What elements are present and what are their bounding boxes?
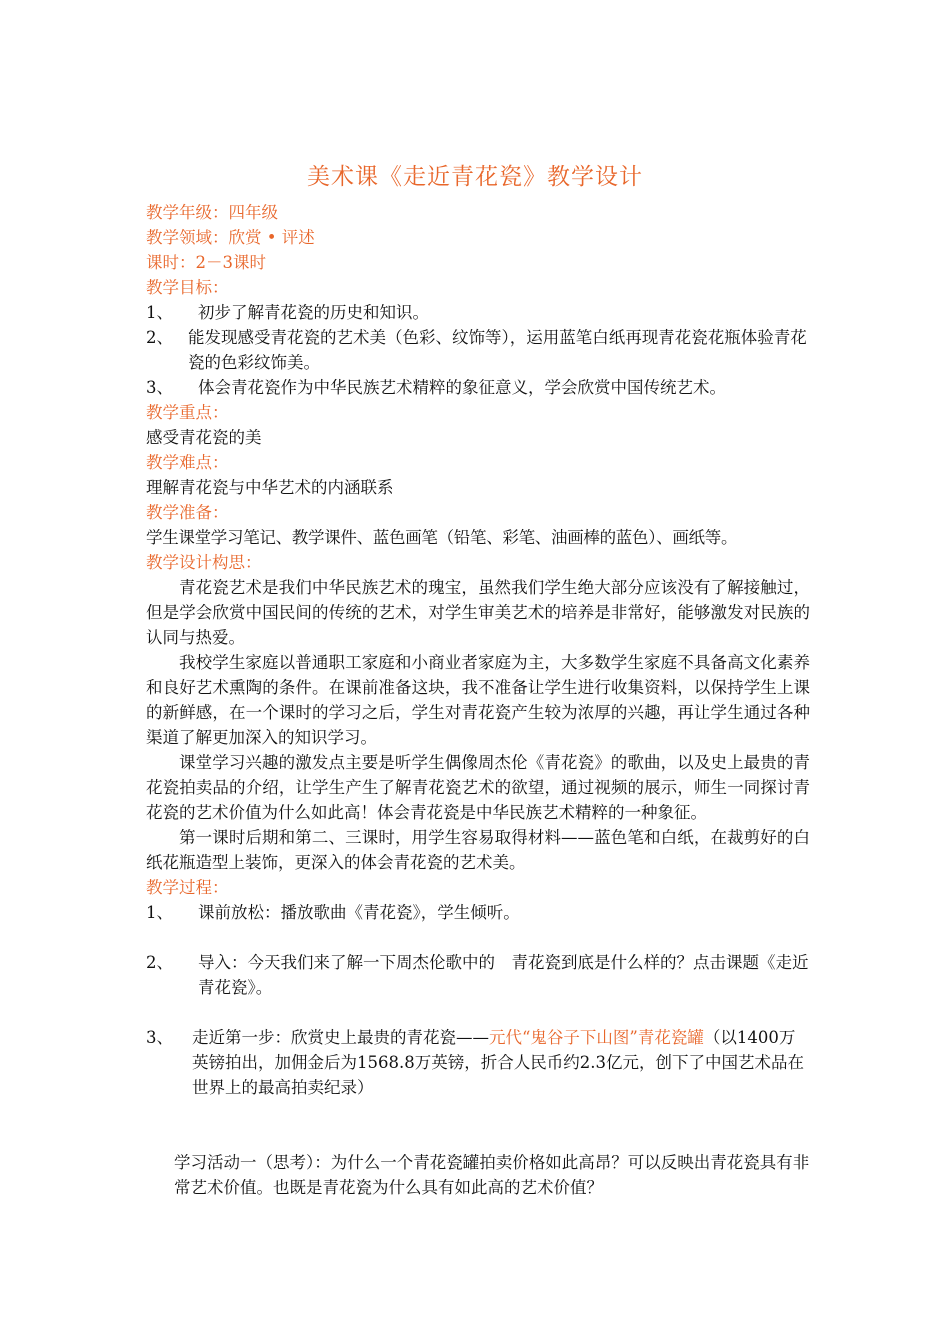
step-text	[174, 1025, 810, 1100]
document-title: 美术课《走近青花瓷》教学设计	[307, 164, 643, 190]
goal-item	[146, 300, 810, 325]
design-heading: 教学设计构思：	[146, 553, 262, 572]
goal-number: 1、	[146, 303, 173, 322]
step-number: 2、	[146, 953, 173, 972]
hours-line: 课时：2－3课时	[146, 253, 266, 272]
goal-number: 3、	[146, 378, 173, 397]
process-step	[146, 950, 810, 1000]
difficult-heading: 教学难点：	[146, 453, 229, 472]
grade-line: 教学年级：四年级	[146, 203, 278, 222]
step-text: 课前放松：播放歌曲《青花瓷》，学生倾听。	[198, 903, 520, 922]
key-heading: 教学重点：	[146, 403, 229, 422]
process-step	[146, 900, 810, 925]
design-paragraph: 青花瓷艺术是我们中华民族艺术的瑰宝，虽然我们学生绝大部分应该没有了解接触过，但是学会欣赏中国民间的传统的艺术，对学生审美艺术的培养是非常好，能够激发对民族的认同与热爱。	[146, 578, 810, 647]
step-text-c: （以1400万英镑拍出，加佣金后为1568.8万英镑，折合人民币约2.3亿元，创下了中国艺术品在世界上的最高拍卖纪录）	[192, 1028, 804, 1097]
highlight-artwork: 元代“鬼谷子下山图”青花瓷罐	[489, 1028, 704, 1047]
field-line: 教学领域：欣赏 • 评述	[146, 228, 315, 247]
goal-text: 体会青花瓷作为中华民族艺术精粹的象征意义，学会欣赏中国传统艺术。	[198, 378, 726, 397]
goals-heading: 教学目标：	[146, 278, 229, 297]
process-step	[146, 1025, 810, 1100]
design-paragraph: 我校学生家庭以普通职工家庭和小商业者家庭为主，大多数学生家庭不具备高文化素养和良好艺术熏陶的条件。在课前准备这块，我不准备让学生进行收集资料，以保持学生上课的新鲜感，在一个课时的学习之后，学生对青花瓷产生较为浓厚的兴趣，再让学生通过各种渠道了解更加深入的知识学习。	[146, 653, 810, 747]
goal-text: 能发现感受青花瓷的艺术美（色彩、纹饰等），运用蓝笔白纸再现青花瓷花瓶体验青花瓷的色彩纹饰美。	[188, 328, 807, 372]
difficult-text: 理解青花瓷与中华艺术的内涵联系	[146, 478, 394, 497]
step-text: 导入：今天我们来了解一下周杰伦歌中的 青花瓷到底是什么样的？点击课题《走近青花瓷》。	[198, 953, 809, 997]
goal-number: 2、	[146, 328, 173, 347]
prep-heading: 教学准备：	[146, 503, 229, 522]
goal-item	[146, 325, 810, 375]
goal-text: 初步了解青花瓷的历史和知识。	[198, 303, 429, 322]
key-text: 感受青花瓷的美	[146, 428, 262, 447]
step-number: 1、	[146, 903, 173, 922]
goal-item	[146, 375, 810, 400]
design-paragraph: 第一课时后期和第二、三课时，用学生容易取得材料——蓝色笔和白纸，在裁剪好的白纸花瓶造型上装饰，更深入的体会青花瓷的艺术美。	[146, 828, 810, 872]
step-text-a: 走近第一步：欣赏史上最贵的青花瓷——	[192, 1028, 489, 1047]
design-paragraph: 课堂学习兴趣的激发点主要是听学生偶像周杰伦《青花瓷》的歌曲，以及史上最贵的青花瓷拍卖品的介绍，让学生产生了解青花瓷艺术的欲望，通过视频的展示，师生一同探讨青花瓷的艺术价值为什么如此高！体会青花瓷是中华民族艺术精粹的一种象征。	[146, 753, 810, 822]
document-body	[146, 200, 810, 1200]
activity-paragraph: 学习活动一（思考）：为什么一个青花瓷罐拍卖价格如此高昂？可以反映出青花瓷具有非常艺术价值。也既是青花瓷为什么具有如此高的艺术价值？	[174, 1153, 810, 1197]
prep-text: 学生课堂学习笔记、教学课件、蓝色画笔（铅笔、彩笔、油画棒的蓝色）、画纸等。	[146, 528, 738, 547]
process-heading: 教学过程：	[146, 878, 229, 897]
step-number: 3、	[146, 1028, 173, 1047]
